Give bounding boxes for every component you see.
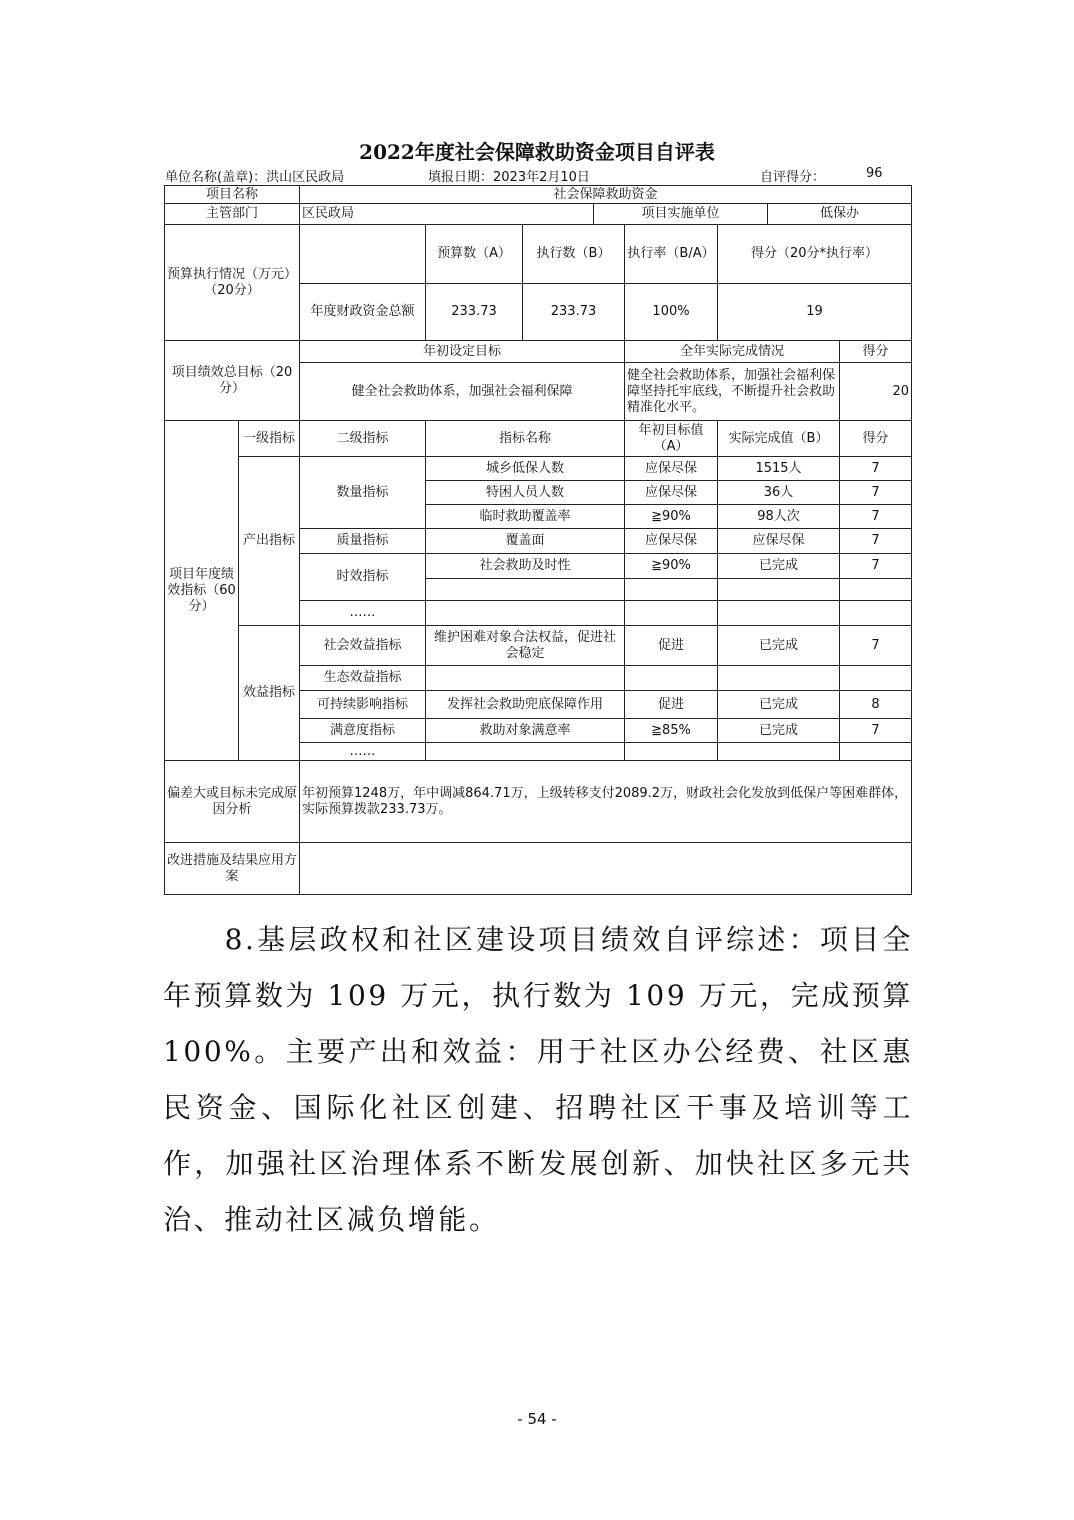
header-actual: 实际完成值（B） — [718, 421, 840, 457]
budget-header-b: 执行数（B） — [523, 225, 625, 284]
score: 8 — [840, 691, 912, 719]
benefit-indicator: 效益指标 — [239, 626, 300, 761]
empty-cell — [300, 225, 426, 284]
social-indicator: 社会效益指标 — [300, 626, 426, 666]
budget-header-a: 预算数（A） — [426, 225, 523, 284]
goal-actual: 健全社会救助体系，加强社会福利保障坚持托牢底线，不断提升社会救助精准化水平。 — [625, 363, 840, 421]
budget-header-score: 得分（20分*执行率） — [718, 225, 912, 284]
target-value: 应保尽保 — [625, 481, 718, 505]
goal-header-score: 得分 — [840, 341, 912, 363]
improvement-label: 改进措施及结果应用方案 — [165, 843, 300, 895]
empty-cell — [625, 579, 718, 601]
header-level1: 一级指标 — [239, 421, 300, 457]
header-level2: 二级指标 — [300, 421, 426, 457]
goal-score: 20 — [840, 363, 912, 421]
score: 7 — [840, 529, 912, 554]
actual-value: 已完成 — [718, 719, 840, 743]
goal-target: 健全社会救助体系，加强社会福利保障 — [300, 363, 625, 421]
actual-value: 1515人 — [718, 457, 840, 481]
impl-label: 项目实施单位 — [594, 204, 768, 225]
actual-value: 已完成 — [718, 626, 840, 666]
score: 7 — [840, 457, 912, 481]
output-indicator: 产出指标 — [239, 457, 300, 626]
budget-a: 233.73 — [426, 284, 523, 341]
unit-name: 单位名称(盖章)：洪山区民政局 — [165, 170, 345, 185]
score: 7 — [840, 626, 912, 666]
improvement-plan — [300, 843, 912, 895]
budget-rate: 100% — [625, 284, 718, 341]
fill-date: 填报日期：2023年2月10日 — [428, 170, 590, 185]
eco-indicator: 生态效益指标 — [300, 666, 426, 691]
budget-score: 19 — [718, 284, 912, 341]
empty-cell — [718, 666, 840, 691]
target-value: ≧90% — [625, 505, 718, 529]
indicator-name: 维护困难对象合法权益，促进社会稳定 — [426, 626, 625, 666]
satisfaction-indicator: 满意度指标 — [300, 719, 426, 743]
header-target: 年初目标值（A） — [625, 421, 718, 457]
target-value: 应保尽保 — [625, 457, 718, 481]
header-name: 指标名称 — [426, 421, 625, 457]
empty-cell — [625, 601, 718, 626]
empty-cell — [625, 666, 718, 691]
page-number: - 54 - — [517, 1410, 557, 1428]
empty-cell — [840, 743, 912, 761]
goal-label: 项目绩效总目标（20分） — [165, 341, 300, 421]
empty-cell — [840, 601, 912, 626]
empty-cell — [718, 601, 840, 626]
deviation-label: 偏差大或目标未完成原因分析 — [165, 761, 300, 843]
goal-header-actual: 全年实际完成情况 — [625, 341, 840, 363]
empty-cell — [426, 743, 625, 761]
empty-cell — [718, 579, 840, 601]
empty-cell — [625, 743, 718, 761]
actual-value: 98人次 — [718, 505, 840, 529]
indicator-label: 项目年度绩效指标（60分） — [165, 421, 239, 761]
sustain-indicator: 可持续影响指标 — [300, 691, 426, 719]
empty-cell — [426, 666, 625, 691]
deviation-analysis: 年初预算1248万，年中调减864.71万，上级转移支付2089.2万，财政社会化发放到低保户等困难群体，实际预算拨款233.73万。 — [300, 761, 912, 843]
target-value: 应保尽保 — [625, 529, 718, 554]
quantity-indicator: 数量指标 — [300, 457, 426, 529]
target-value: 促进 — [625, 691, 718, 719]
goal-header-target: 年初设定目标 — [300, 341, 625, 363]
self-score: 96 — [866, 166, 883, 181]
ellipsis: …… — [300, 743, 426, 761]
project-name: 社会保障救助资金 — [300, 186, 912, 204]
self-evaluation-table — [164, 185, 912, 895]
target-value: ≧90% — [625, 554, 718, 579]
budget-b: 233.73 — [523, 284, 625, 341]
header-score: 得分 — [840, 421, 912, 457]
indicator-name: 发挥社会救助兜底保障作用 — [426, 691, 625, 719]
indicator-name: 城乡低保人数 — [426, 457, 625, 481]
project-name-label: 项目名称 — [165, 186, 300, 204]
summary-paragraph: 8.基层政权和社区建设项目绩效自评综述：项目全年预算数为 109 万元，执行数为 109 万元，完成预算 100%。主要产出和效益：用于社区办公经费、社区惠民资金、国际化社区创建、招聘社区干事及培训等工作，加强社区治理体系不断发展创新、加快社区多元共治、推动社区减负增能。 — [163, 923, 913, 1236]
actual-value: 36人 — [718, 481, 840, 505]
score: 7 — [840, 554, 912, 579]
table-row — [165, 457, 912, 481]
indicator-name: 特困人员人数 — [426, 481, 625, 505]
dept: 区民政局 — [300, 204, 594, 225]
score: 7 — [840, 505, 912, 529]
score-label: 自评得分： — [760, 170, 826, 185]
budget-row-label: 年度财政资金总额 — [300, 284, 426, 341]
target-value: 促进 — [625, 626, 718, 666]
actual-value: 应保尽保 — [718, 529, 840, 554]
target-value: ≧85% — [625, 719, 718, 743]
indicator-name: 社会救助及时性 — [426, 554, 625, 579]
empty-cell — [426, 579, 625, 601]
table-row — [165, 626, 912, 666]
impl-unit: 低保办 — [768, 204, 912, 225]
score: 7 — [840, 719, 912, 743]
actual-value: 已完成 — [718, 691, 840, 719]
quality-indicator: 质量指标 — [300, 529, 426, 554]
empty-cell — [426, 601, 625, 626]
timeliness-indicator: 时效指标 — [300, 554, 426, 601]
indicator-name: 临时救助覆盖率 — [426, 505, 625, 529]
indicator-name: 救助对象满意率 — [426, 719, 625, 743]
budget-label: 预算执行情况（万元）（20分） — [165, 225, 300, 341]
empty-cell — [840, 579, 912, 601]
empty-cell — [718, 743, 840, 761]
table-title: 2022年度社会保障救助资金项目自评表 — [359, 140, 715, 164]
ellipsis: …… — [300, 601, 426, 626]
actual-value: 已完成 — [718, 554, 840, 579]
empty-cell — [840, 666, 912, 691]
score: 7 — [840, 481, 912, 505]
dept-label: 主管部门 — [165, 204, 300, 225]
budget-header-rate: 执行率（B/A） — [625, 225, 718, 284]
indicator-name: 覆盖面 — [426, 529, 625, 554]
